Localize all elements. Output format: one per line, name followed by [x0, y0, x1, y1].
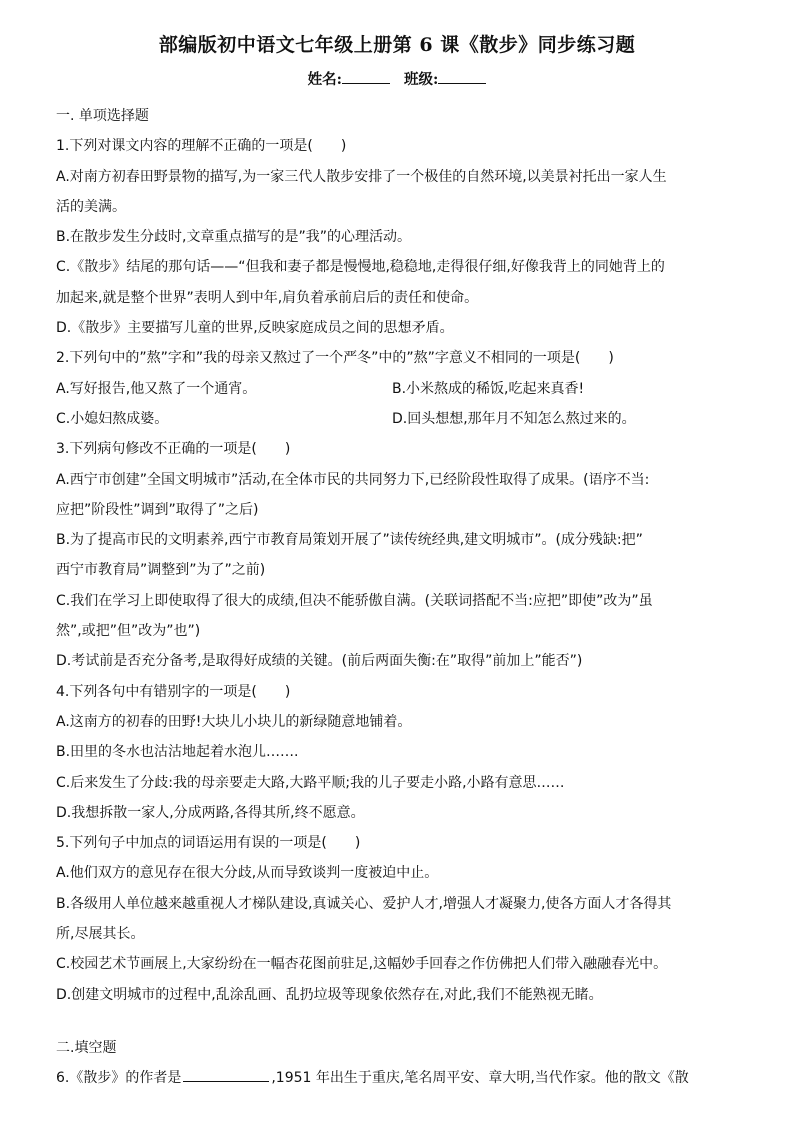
question-1-option-c-cont: 加起来,就是整个世界”表明人到中年,肩负着承前启后的责任和使命。: [56, 289, 479, 306]
question-5-stem: 5.下列句子中加点的词语运用有误的一项是( ): [56, 835, 361, 852]
question-1-option-a: A.对南方初春田野景物的描写,为一家三代人散步安排了一个极佳的自然环境,以美景衬托出一家人生: [56, 168, 667, 185]
question-5-option-b: B.各级用人单位越来越重视人才梯队建设,真诚关心、爱护人才,增强人才凝聚力,使各方面人才各得其: [56, 895, 672, 912]
question-1-option-a-cont: 活的美满。: [56, 198, 126, 215]
section-spacer: [56, 1010, 768, 1033]
question-2-options-row-1: [56, 374, 768, 404]
worksheet-body: [56, 101, 768, 1094]
class-label: 班级:: [404, 71, 439, 88]
question-3-option-c: C.我们在学习上即使取得了很大的成绩,但决不能骄傲自满。(关联词搭配不当:应把”即使”改为”虽: [56, 592, 653, 609]
question-3-option-a: A.西宁市创建”全国文明城市”活动,在全体市民的共同努力下,已经阶段性取得了成果。(语序不当:: [56, 471, 650, 488]
section-heading-choice: 一. 单项选择题: [56, 108, 149, 124]
question-3-option-b-cont: 西宁市教育局”调整到”为了”之前): [56, 562, 266, 579]
question-1-option-d: D.《散步》主要描写儿童的世界,反映家庭成员之间的思想矛盾。: [56, 320, 454, 337]
question-1-stem: 1.下列对课文内容的理解不正确的一项是( ): [56, 138, 347, 155]
question-5-option-c: C.校园艺术节画展上,大家纷纷在一幅杏花图前驻足,这幅妙手回春之作仿佛把人们带入融融春光中。: [56, 956, 668, 973]
question-3-option-a-cont: 应把”阶段性”调到”取得了”之后): [56, 501, 259, 518]
question-6-answer-blank[interactable]: [183, 1065, 269, 1082]
question-4-option-d: D.我想拆散一家人,分成两路,各得其所,终不愿意。: [56, 804, 365, 821]
section-heading-fill: 二.填空题: [56, 1039, 117, 1056]
question-6-before: 6.《散步》的作者是: [56, 1070, 182, 1087]
question-1-option-c: C.《散步》结尾的那句话——“但我和妻子都是慢慢地,稳稳地,走得很仔细,好像我背上的同她背上的: [56, 259, 665, 276]
question-2-options-row-2: [56, 404, 768, 434]
question-3-option-d: D.考试前是否充分备考,是取得好成绩的关键。(前后两面失衡:在”取得”前加上”能否”): [56, 653, 583, 670]
question-2-option-c: C.小媳妇熬成婆。: [56, 410, 169, 427]
question-6-after: ,1951 年出生于重庆,笔名周平安、章大明,当代作家。他的散文《散: [271, 1070, 689, 1087]
class-blank[interactable]: [438, 69, 486, 84]
question-2-option-a: A.写好报告,他又熬了一个通宵。: [56, 380, 257, 397]
question-2-option-d: D.回头想想,那年月不知怎么熬过来的。: [392, 410, 636, 427]
question-4-option-c: C.后来发生了分歧:我的母亲要走大路,大路平顺;我的儿子要走小路,小路有意思……: [56, 774, 565, 791]
question-4-option-a: A.这南方的初春的田野!大块儿小块儿的新绿随意地铺着。: [56, 713, 412, 730]
page-title: 部编版初中语文七年级上册第 6 课《散步》同步练习题: [158, 34, 636, 56]
question-3-option-c-cont: 然”,或把”但”改为”也”): [56, 623, 201, 640]
question-2-stem: 2.下列句中的”熬”字和”我的母亲又熬过了一个严冬”中的”熬”字意义不相同的一项是( ): [56, 350, 614, 367]
name-label: 姓名:: [307, 71, 342, 88]
question-3-stem: 3.下列病句修改不正确的一项是( ): [56, 441, 291, 458]
name-blank[interactable]: [342, 69, 390, 84]
question-6: [56, 1063, 768, 1093]
student-info-line: [0, 68, 794, 89]
question-3-option-b: B.为了提高市民的文明素养,西宁市教育局策划开展了”读传统经典,建文明城市”。(成分残缺:把”: [56, 532, 643, 549]
question-4-stem: 4.下列各句中有错别字的一项是( ): [56, 683, 291, 700]
question-5-option-b-cont: 所,尽展其长。: [56, 926, 145, 943]
question-4-option-b: B.田里的冬水也沽沽地起着水泡儿…….: [56, 744, 299, 761]
question-5-option-d: D.创建文明城市的过程中,乱涂乱画、乱扔垃圾等现象依然存在,对此,我们不能熟视无睹。: [56, 986, 603, 1003]
question-1-option-b: B.在散步发生分歧时,文章重点描写的是”我”的心理活动。: [56, 229, 412, 246]
question-2-option-b: B.小米熬成的稀饭,吃起来真香!: [392, 380, 585, 397]
question-5-option-a: A.他们双方的意见存在很大分歧,从而导致谈判一度被迫中止。: [56, 865, 439, 882]
